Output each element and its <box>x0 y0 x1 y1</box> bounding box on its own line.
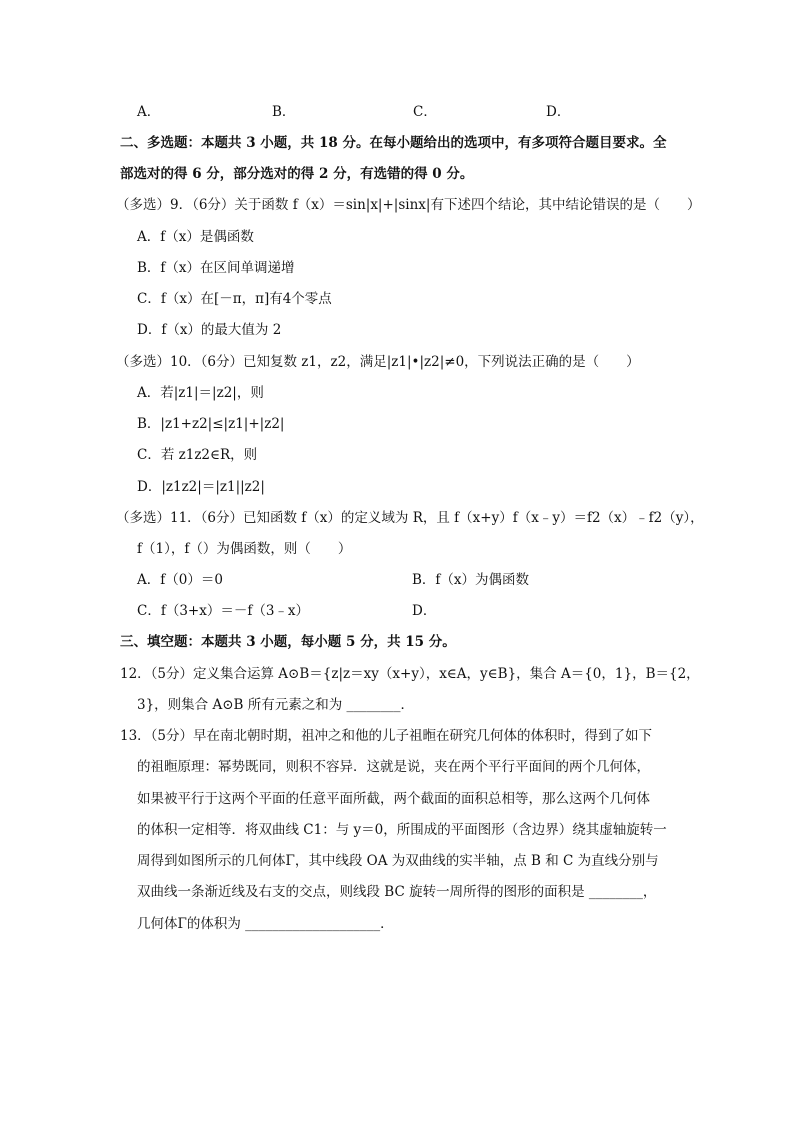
section2-heading-line2: 部选对的得 6 分，部分选对的得 2 分，有选错的得 0 分。 <box>120 166 474 182</box>
q13-line2: 的祖暅原理：幂势既同，则积不容异．这就是说，夹在两个平行平面间的两个几何体， <box>137 759 650 775</box>
top-option-a: A． <box>137 104 161 120</box>
q9-option-a: A．f（x）是偶函数 <box>137 229 254 245</box>
section3-heading: 三、填空题：本题共 3 小题，每小题 5 分，共 15 分。 <box>120 634 456 650</box>
q10-option-c: C．若 z1z2∈R，则 <box>137 447 258 463</box>
q10-option-d: D．|z1z2|＝|z1||z2| <box>137 479 265 495</box>
top-option-c: C． <box>413 104 437 120</box>
q9-option-c: C．f（x）在[－π，π]有4个零点 <box>137 291 332 307</box>
top-option-b: B． <box>272 104 296 120</box>
top-option-d: D． <box>546 104 571 120</box>
q10-stem: （多选）10．（6分）已知复数 z1，z2，满足|z1|•|z2|≠0，下列说法正确的是（ ） <box>116 354 640 370</box>
q9-option-b: B．f（x）在区间单调递增 <box>137 260 295 276</box>
q13-line1: 13．（5分）早在南北朝时期，祖冲之和他的儿子祖暅在研究几何体的体积时，得到了如下 <box>120 728 653 744</box>
q13-line6: 双曲线一条渐近线及右支的交点，则线段 BC 旋转一周所得的图形的面积是 ________， <box>137 884 657 900</box>
q13-line7: 几何体Γ的体积为 ____________________． <box>137 916 394 932</box>
q11-stem-line2: f（1），f（）为偶函数，则（ ） <box>137 541 352 557</box>
q11-option-c: C．f（3+x）＝－f（3﹣x） <box>137 603 310 619</box>
q13-line4: 的体积一定相等．将双曲线 C1：与 y＝0，所围成的平面图形（含边界）绕其虚轴旋转一 <box>137 822 667 838</box>
q11-option-d: D． <box>412 603 437 619</box>
q10-option-b: B．|z1+z2|≤|z1|+|z2| <box>137 416 285 432</box>
q10-option-a: A．若|z1|＝|z2|，则 <box>137 385 264 401</box>
q13-line5: 周得到如图所示的几何体Γ，其中线段 OA 为双曲线的实半轴，点 B 和 C 为直线分别与 <box>137 853 659 869</box>
q11-stem-line1: （多选）11．（6分）已知函数 f（x）的定义域为 R，且 f（x+y）f（x﹣y）＝f2（x）﹣f2（y）， <box>116 510 704 526</box>
q12-line2: 3}，则集合 A⊙B 所有元素之和为 ________． <box>137 697 415 713</box>
q11-option-a: A．f（0）＝0 <box>137 572 223 588</box>
q12-line1: 12．（5分）定义集合运算 A⊙B＝{z|z＝xy（x+y），x∈A，y∈B}，集合 A＝{0，1}，B＝{2， <box>120 666 700 682</box>
q9-option-d: D．f（x）的最大值为 2 <box>137 322 282 338</box>
section2-heading-line1: 二、多选题：本题共 3 小题，共 18 分。在每小题给出的选项中，有多项符合题目要求。全 <box>120 135 667 151</box>
q13-line3: 如果被平行于这两个平面的任意平面所截，两个截面的面积总相等，那么这两个几何体 <box>137 791 650 807</box>
q11-option-b: B．f（x）为偶函数 <box>412 572 530 588</box>
q9-stem: （多选）9．（6分）关于函数 f（x）＝sin|x|+|sinx|有下述四个结论，其中结论错误的是（ ） <box>116 197 701 213</box>
